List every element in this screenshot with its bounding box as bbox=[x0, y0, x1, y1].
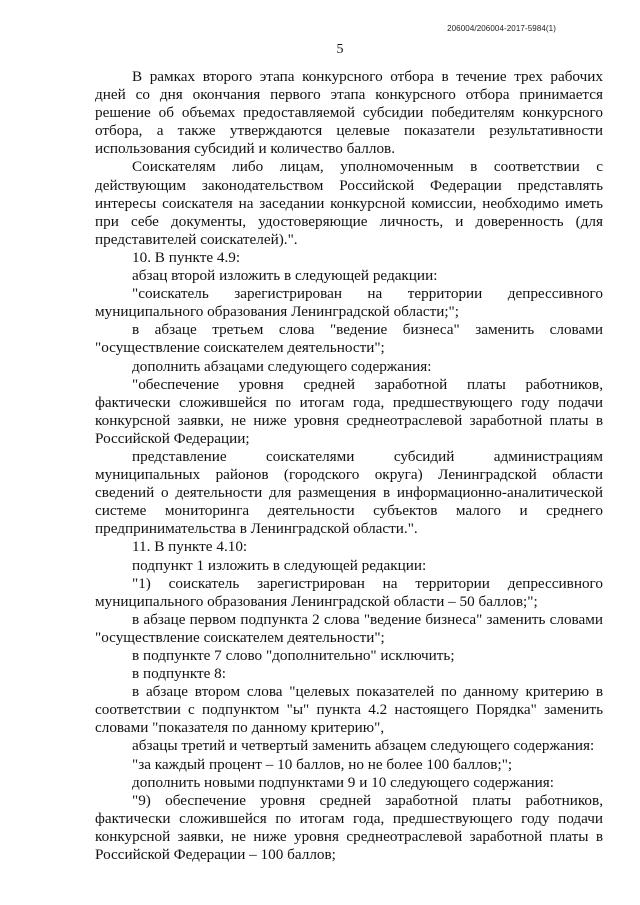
paragraph-quote-registered: "соискатель зарегистрирован на территории депрессивного муниципального образования Ленинградской области;"; bbox=[95, 285, 603, 321]
paragraph-item-10-abzac-2: абзац второй изложить в следующей редакции: bbox=[132, 267, 438, 285]
paragraph-item-10: 10. В пункте 4.9: bbox=[132, 248, 241, 266]
paragraph-abzacs-3-4-replace: абзацы третий и четвертый заменить абзацем следующего содержания: bbox=[132, 737, 595, 755]
paragraph-add-subitems-9-10: дополнить новыми подпунктами 9 и 10 следующего содержания: bbox=[132, 773, 554, 791]
paragraph-subitem-7: в подпункте 7 слово "дополнительно" исключить; bbox=[132, 647, 455, 664]
paragraph-add-abzacs: дополнить абзацами следующего содержания: bbox=[132, 357, 432, 375]
paragraph-applicants-documents: Соискателям либо лицам, уполномоченным в соответствии с действующим законодательством Российской Федерации представлять интересы соискателя на заседании конкурсной комиссии, необходимо иметь при себе документы, удостоверяющие личность, и доверенность (для представителей соискателей).". bbox=[95, 158, 603, 248]
page-number: 5 bbox=[336, 42, 344, 57]
paragraph-quote-salary: "обеспечение уровня средней заработной платы работников, фактически сложившейся по итогам года, предшествующего году подачи конкурсной заявки, не ниже уровня среднеотраслевой заработной платы в Российской Федерации; bbox=[95, 375, 603, 447]
paragraph-subitem-1-edit: подпункт 1 изложить в следующей редакции: bbox=[132, 556, 427, 574]
document-body bbox=[95, 68, 603, 864]
paragraph-second-stage: В рамках второго этапа конкурсного отбора в течение трех рабочих дней со дня окончания первого этапа конкурсного отбора принимается решение об объемах предоставляемой субсидии победителям конкурсного отбора, а также утверждаются целевые показатели результативности использования субсидий и количество баллов. bbox=[95, 68, 603, 158]
paragraph-subitem-8: в подпункте 8: bbox=[132, 665, 226, 683]
document-id: 206004/206004-2017-5984(1) bbox=[447, 24, 556, 33]
paragraph-quote-percent: "за каждый процент – 10 баллов, но не более 100 баллов;"; bbox=[132, 755, 513, 773]
paragraph-subitem-8-abzac-2: в абзаце втором слова "целевых показателей по данному критерию в соответствии с подпунктом "ы" пункта 4.2 настоящего Порядка" заменить словами "показателя по данному критерию", bbox=[95, 683, 603, 737]
paragraph-monitoring-system: представление соискателями субсидий администрациям муниципальных районов (городского округа) Ленинградской области сведений о деятельности для размещения в информационно-аналитической системе мониторинга деятельности субъектов малого и среднего предпринимательства в Ленинградской области.". bbox=[95, 447, 603, 538]
paragraph-abzac-3-replace: в абзаце третьем слова "ведение бизнеса" заменить словами "осуществление соискателем деятельности"; bbox=[95, 321, 603, 357]
paragraph-subitem-2-replace: в абзаце первом подпункта 2 слова "ведение бизнеса" заменить словами "осуществление соискателем деятельности"; bbox=[95, 610, 603, 646]
paragraph-quote-subitem-1: "1) соискатель зарегистрирован на территории депрессивного муниципального образования Ленинградской области – 50 баллов;"; bbox=[95, 574, 603, 610]
paragraph-item-11: 11. В пункте 4.10: bbox=[132, 538, 248, 556]
paragraph-quote-subitem-9: "9) обеспечение уровня средней заработной платы работников, фактически сложившейся по итогам года, предшествующего году подачи конкурсной заявки, не ниже уровня среднеотраслевой заработной платы в Российской Федерации – 100 баллов; bbox=[95, 791, 603, 864]
